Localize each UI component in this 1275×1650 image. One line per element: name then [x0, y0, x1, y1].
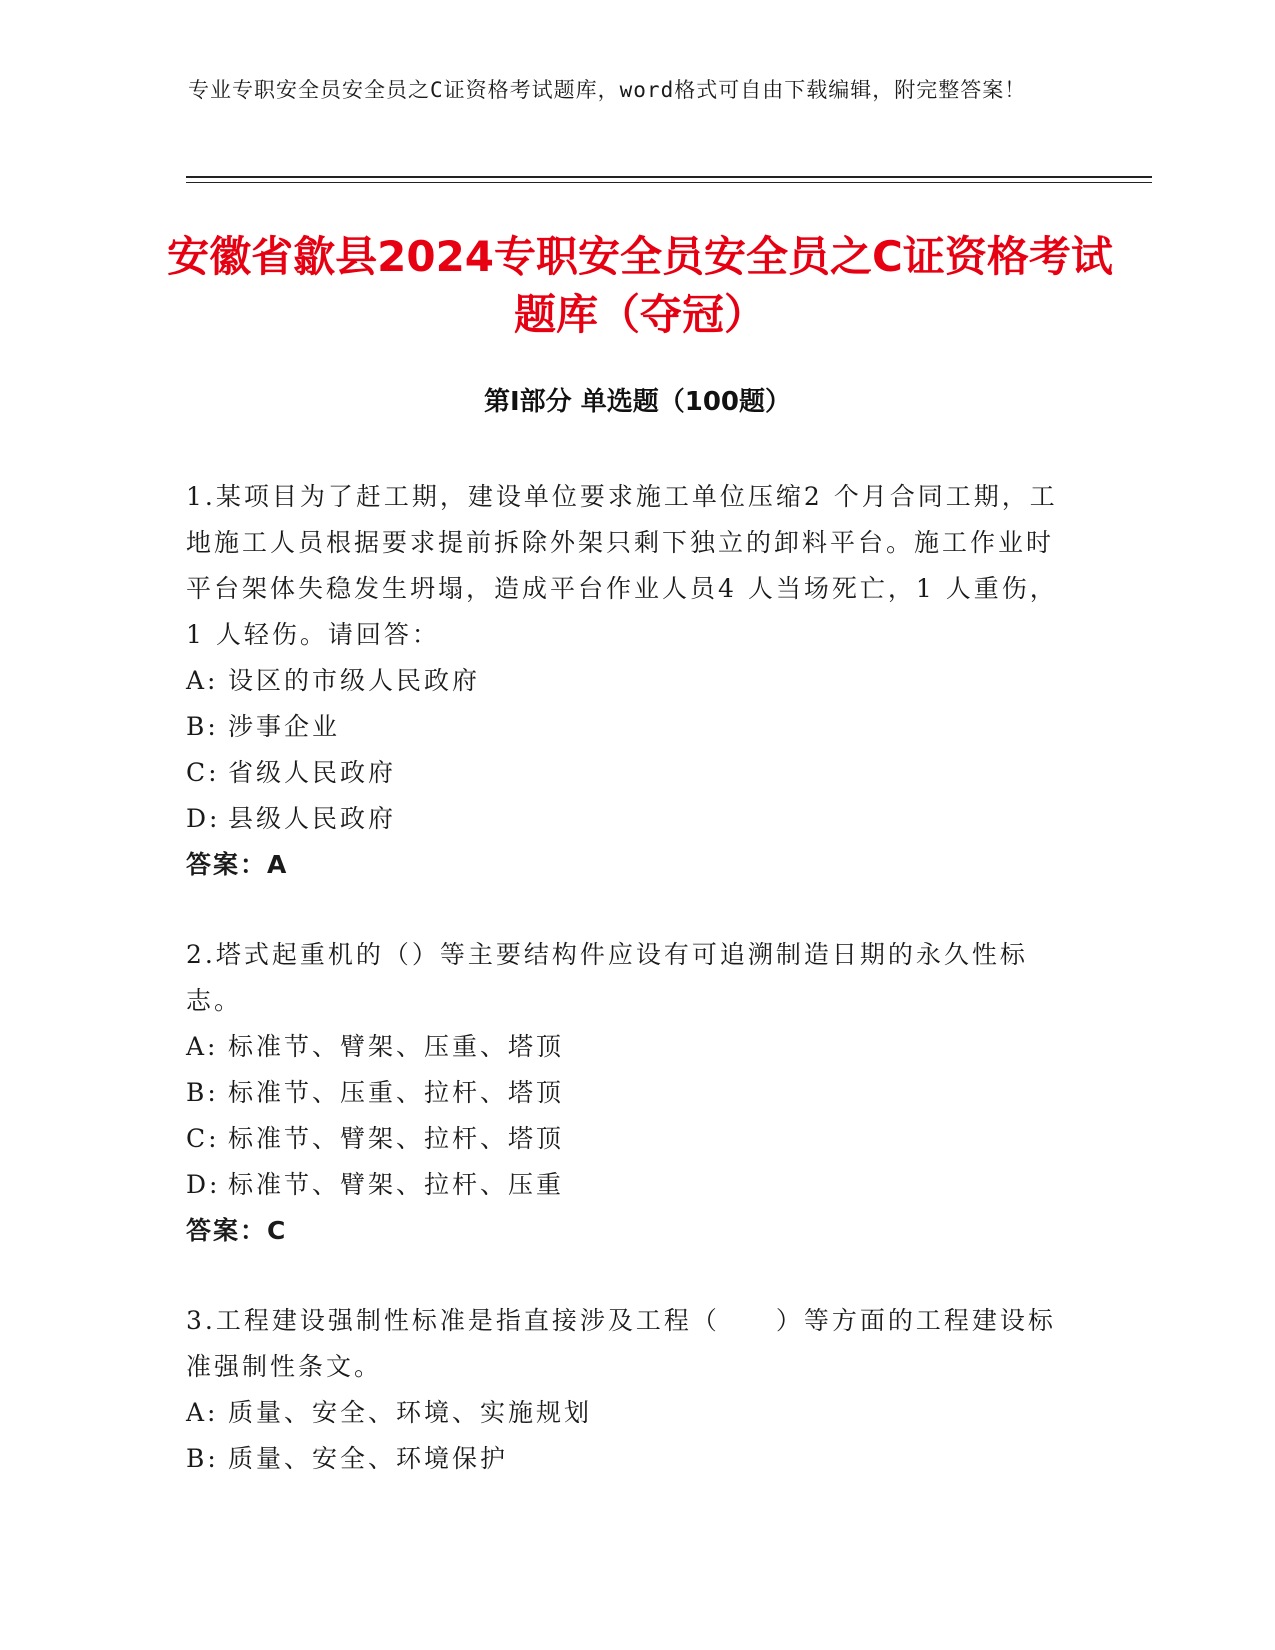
- question-stem: 2.塔式起重机的（）等主要结构件应设有可追溯制造日期的永久性标志。: [186, 940, 1028, 1015]
- answer-line: 答案：A: [186, 850, 289, 879]
- header-divider-thin: [186, 182, 1152, 183]
- option-key: C:: [186, 1124, 220, 1153]
- option-key: D:: [186, 1170, 221, 1199]
- option-key: D:: [186, 804, 221, 833]
- option-key: A:: [186, 1032, 219, 1061]
- option-text: 县级人民政府: [228, 804, 397, 833]
- option-text: 设区的市级人民政府: [228, 666, 481, 695]
- section-heading: 第Ⅰ部分 单选题（100题）: [484, 387, 791, 417]
- option-text: 省级人民政府: [228, 758, 397, 787]
- option-text: 质量、安全、环境、实施规划: [228, 1398, 593, 1427]
- option-c: [186, 1116, 1066, 1162]
- option-key: A:: [186, 1398, 219, 1427]
- option-b: [186, 704, 1066, 750]
- option-text: 标准节、臂架、压重、塔顶: [228, 1032, 565, 1061]
- option-key: B:: [186, 712, 219, 741]
- option-b: [186, 1070, 1066, 1116]
- option-d: [186, 796, 1066, 842]
- question-stem: 3.工程建设强制性标准是指直接涉及工程（ ）等方面的工程建设标准强制性条文。: [186, 1306, 1056, 1381]
- header-divider-thick: [186, 176, 1152, 178]
- option-text: 质量、安全、环境保护: [228, 1444, 509, 1473]
- option-key: A:: [186, 666, 219, 695]
- option-key: C:: [186, 758, 220, 787]
- header-note: 专业专职安全员安全员之C证资格考试题库，word格式可自由下载编辑，附完整答案！: [188, 78, 1027, 102]
- option-text: 涉事企业: [228, 712, 341, 741]
- option-a: [186, 1390, 1066, 1436]
- option-d: [186, 1162, 1066, 1208]
- option-a: [186, 658, 1066, 704]
- option-b: [186, 1436, 1066, 1482]
- document-title: 安徽省歙县2024专职安全员安全员之C证资格考试题库（夺冠）: [167, 232, 1113, 339]
- option-a: [186, 1024, 1066, 1070]
- question-1: [186, 474, 1066, 888]
- question-3: [186, 1298, 1066, 1482]
- option-key: B:: [186, 1078, 219, 1107]
- option-text: 标准节、压重、拉杆、塔顶: [228, 1078, 565, 1107]
- question-2: [186, 932, 1066, 1254]
- question-list: [186, 474, 1066, 1482]
- question-stem: 1.某项目为了赶工期，建设单位要求施工单位压缩2 个月合同工期，工地施工人员根据要求提前拆除外架只剩下独立的卸料平台。施工作业时平台架体失稳发生坍塌，造成平台作业人员4 人当场死亡，1 人重伤，1 人轻伤。请回答：: [186, 482, 1058, 649]
- option-text: 标准节、臂架、拉杆、压重: [228, 1170, 565, 1199]
- option-key: B:: [186, 1444, 219, 1473]
- answer-line: 答案：C: [186, 1216, 288, 1245]
- option-c: [186, 750, 1066, 796]
- option-text: 标准节、臂架、拉杆、塔顶: [228, 1124, 565, 1153]
